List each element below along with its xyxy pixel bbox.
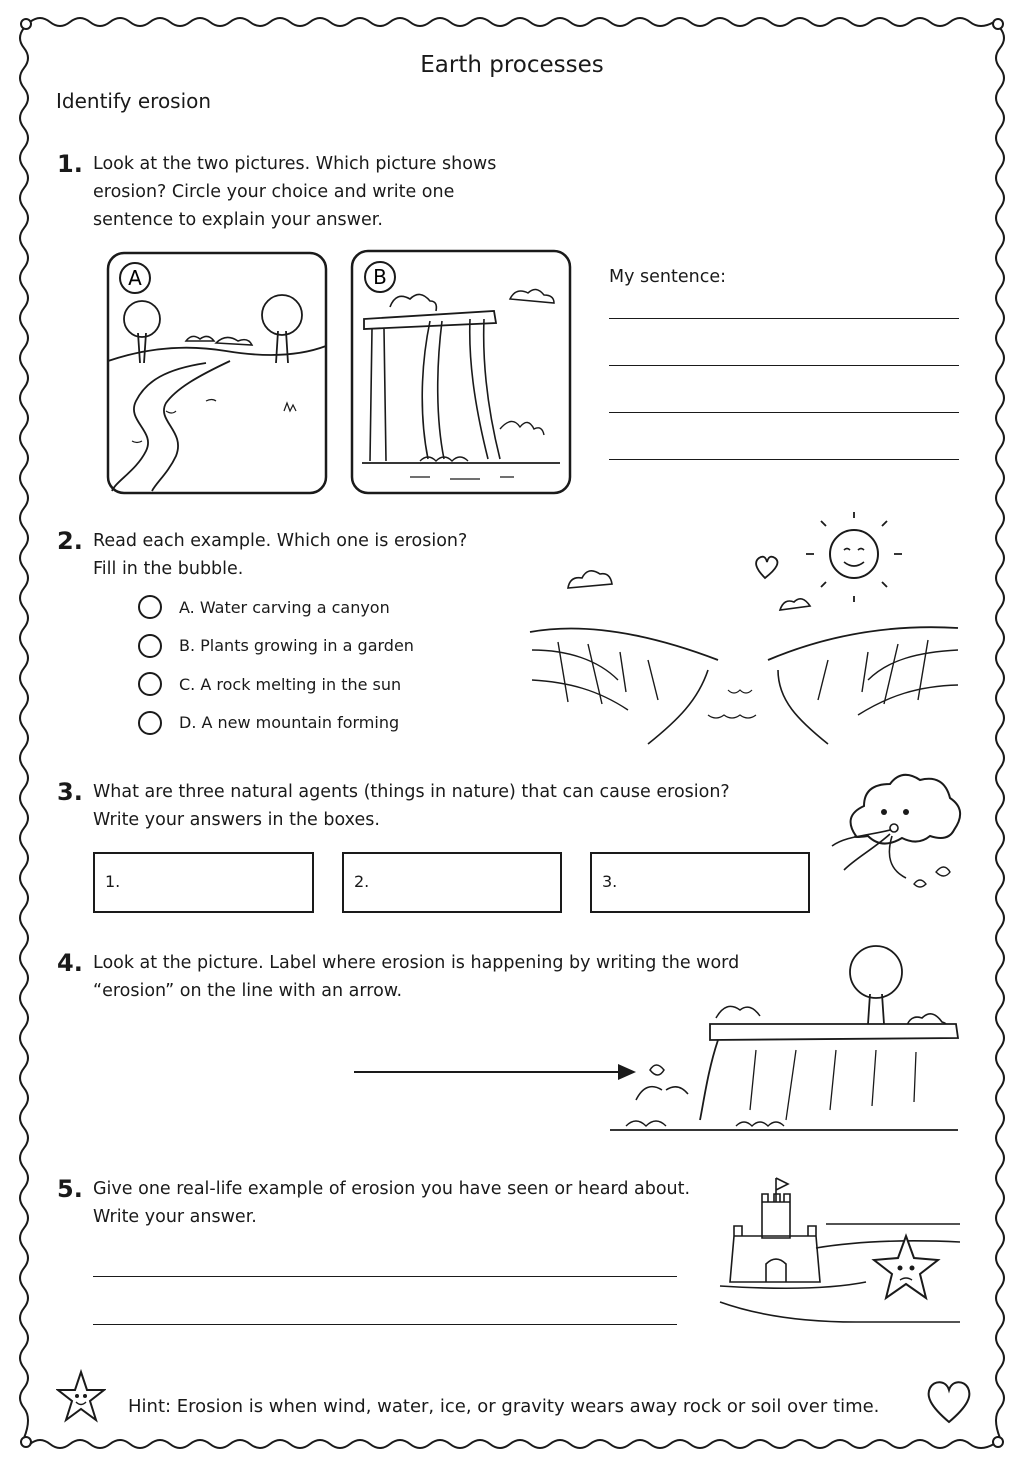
option-label: B. Plants growing in a garden — [179, 636, 414, 655]
q2-prompt-line: Read each example. Which one is erosion? — [93, 531, 468, 551]
page-title: Earth processes — [420, 52, 604, 78]
option-label: A. Water carving a canyon — [179, 597, 390, 617]
answer-box-3[interactable]: 3. — [590, 852, 810, 913]
star-icon — [56, 1368, 106, 1428]
q5-answer-line[interactable] — [93, 1276, 677, 1277]
heart-icon — [924, 1376, 974, 1426]
wind-cloud-icon — [826, 766, 966, 890]
heart-icon — [756, 557, 777, 578]
q1-prompt-line: erosion? Circle your choice and write one — [93, 182, 455, 202]
q2-options — [138, 594, 414, 736]
option-b[interactable] — [138, 633, 414, 659]
q4-prompt-line: Look at the picture. Label where erosion is happening by writing the word — [93, 953, 740, 973]
page-subtitle: Identify erosion — [56, 89, 212, 113]
canyon-illustration — [528, 510, 968, 746]
label-arrow-line[interactable] — [352, 1062, 642, 1082]
q3-number: 3. — [57, 778, 83, 806]
option-d[interactable] — [138, 710, 414, 736]
picture-a[interactable] — [106, 251, 328, 495]
q5-prompt — [93, 1175, 690, 1231]
option-bubble[interactable] — [138, 595, 162, 619]
option-label: C. A rock melting in the sun — [179, 674, 402, 694]
q3-prompt-line: Write your answers in the boxes. — [93, 810, 380, 830]
option-bubble[interactable] — [138, 672, 162, 696]
q5-number: 5. — [57, 1175, 83, 1203]
option-label: D. A new mountain forming — [179, 713, 400, 732]
sandcastle-beach-illustration — [716, 1172, 962, 1338]
hint-text: Hint: Erosion is when wind, water, ice, or gravity wears away rock or soil over time. — [128, 1396, 880, 1417]
starfish-icon — [874, 1236, 938, 1298]
q1-answer-line[interactable] — [609, 459, 959, 460]
q1-answer-line[interactable] — [609, 318, 959, 319]
q3-prompt-line: What are three natural agents (things in nature) that can cause erosion? — [93, 782, 730, 802]
q1-answer-line[interactable] — [609, 365, 959, 366]
q1-answer-line[interactable] — [609, 412, 959, 413]
q4-number: 4. — [57, 949, 83, 977]
q2-number: 2. — [57, 527, 83, 555]
answer-box-2[interactable]: 2. — [342, 852, 562, 913]
q1-prompt — [93, 150, 496, 234]
q1-prompt-line: sentence to explain your answer. — [93, 210, 383, 230]
picture-b-label: B — [373, 265, 387, 289]
picture-a-label: A — [128, 266, 142, 290]
eroding-cliff-illustration — [606, 940, 962, 1136]
q3-prompt — [93, 778, 730, 834]
q2-prompt — [93, 527, 467, 583]
option-bubble[interactable] — [138, 711, 162, 735]
river-landscape-illustration — [106, 251, 328, 495]
option-bubble[interactable] — [138, 634, 162, 658]
answer-box-1[interactable]: 1. — [93, 852, 314, 913]
q5-prompt-line: Write your answer. — [93, 1207, 257, 1227]
option-a[interactable] — [138, 594, 414, 620]
q5-answer-line[interactable] — [93, 1324, 677, 1325]
option-c[interactable] — [138, 671, 414, 697]
q5-prompt-line: Give one real-life example of erosion you have seen or heard about. — [93, 1179, 691, 1199]
my-sentence-label: My sentence: — [609, 267, 726, 287]
q2-prompt-line: Fill in the bubble. — [93, 559, 244, 579]
q1-prompt-line: Look at the two pictures. Which picture shows — [93, 154, 497, 174]
q4-prompt-line: “erosion” on the line with an arrow. — [93, 981, 403, 1001]
picture-b[interactable] — [350, 249, 572, 495]
sun-icon — [830, 530, 878, 578]
q1-number: 1. — [57, 150, 83, 178]
waterfall-cliff-illustration — [350, 249, 572, 495]
